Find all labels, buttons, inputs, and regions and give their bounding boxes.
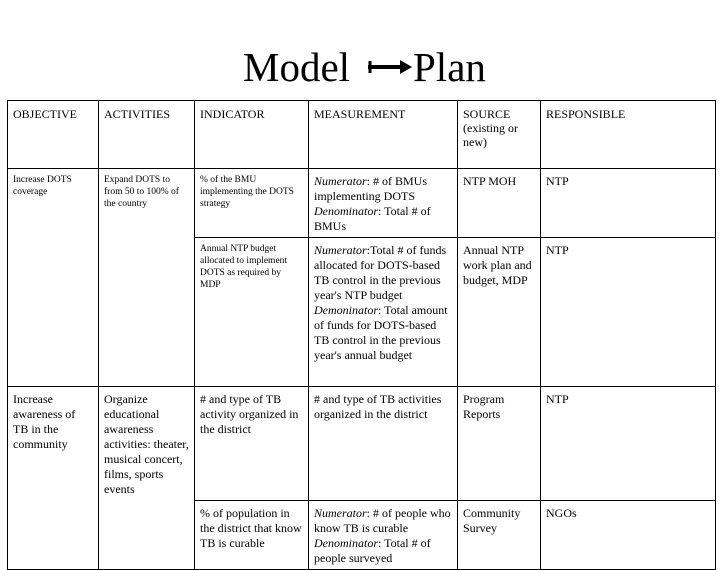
objective-cell: Increase awareness of TB in the community <box>8 387 99 501</box>
activities-cell: Organize educational awareness activities: theater, musical concert, films, sports events <box>99 387 195 501</box>
measurement-cell <box>309 169 458 238</box>
responsible-cell: NTP <box>541 387 716 501</box>
objective-cell <box>8 500 99 569</box>
measurement-cell <box>309 500 458 569</box>
title-model: Model <box>243 44 351 90</box>
denominator-label: Denominator <box>314 535 378 550</box>
activities-cell: Expand DOTS to from 50 to 100% of the country <box>99 169 195 238</box>
denominator-label: Demoninator <box>314 303 378 317</box>
responsible-cell: NGOs <box>541 500 716 569</box>
title-plan: Plan <box>413 44 486 90</box>
source-cell: Program Reports <box>458 387 541 501</box>
indicator-cell: Annual NTP budget allocated to implement DOTS as required by MDP <box>195 238 309 387</box>
numerator-label: Numerator <box>314 174 367 188</box>
table-row <box>8 387 716 501</box>
denominator-label: Denominator <box>314 204 378 218</box>
activities-cell <box>99 238 195 387</box>
right-arrow-icon <box>368 54 412 80</box>
table-header-row <box>8 101 716 169</box>
header-source: SOURCE (existing or new) <box>458 101 541 169</box>
indicator-cell: % of population in the district that know TB is curable <box>195 500 309 569</box>
slide-title <box>0 44 720 94</box>
indicator-cell: % of the BMU implementing the DOTS strategy <box>195 169 309 238</box>
numerator-label: Numerator <box>314 243 367 257</box>
header-indicator: INDICATOR <box>195 101 309 169</box>
source-cell: Annual NTP work plan and budget, MDP <box>458 238 541 387</box>
numerator-label: Numerator <box>314 505 367 520</box>
numerator-text: : # of people who know TB is curable <box>314 505 451 535</box>
denominator-text: : Total # of people surveyed <box>314 535 431 565</box>
source-cell: NTP MOH <box>458 169 541 238</box>
table-row <box>8 169 716 238</box>
responsible-cell: NTP <box>541 238 716 387</box>
numerator-text: : # of BMUs implementing DOTS <box>314 174 428 203</box>
measurement-cell: # and type of TB activities organized in the district <box>309 387 458 501</box>
denominator-text: : Total amount of funds for DOTS-based TB control in the previous year's annual budget <box>314 303 448 362</box>
header-objective: OBJECTIVE <box>8 101 99 169</box>
objective-cell <box>8 238 99 387</box>
header-activities: ACTIVITIES <box>99 101 195 169</box>
denominator-text: : Total # of BMUs <box>314 204 431 233</box>
header-responsible: RESPONSIBLE <box>541 101 716 169</box>
responsible-cell: NTP <box>541 169 716 238</box>
indicator-cell: # and type of TB activity organized in the district <box>195 387 309 501</box>
table-row <box>8 500 716 569</box>
table-row <box>8 238 716 387</box>
source-cell: Community Survey <box>458 500 541 569</box>
measurement-cell <box>309 238 458 387</box>
header-measurement: MEASUREMENT <box>309 101 458 169</box>
model-plan-table <box>7 100 716 570</box>
activities-cell <box>99 500 195 569</box>
objective-cell: Increase DOTS coverage <box>8 169 99 238</box>
numerator-text: :Total # of funds allocated for DOTS-based TB control in the previous year's NTP budget <box>314 243 447 302</box>
